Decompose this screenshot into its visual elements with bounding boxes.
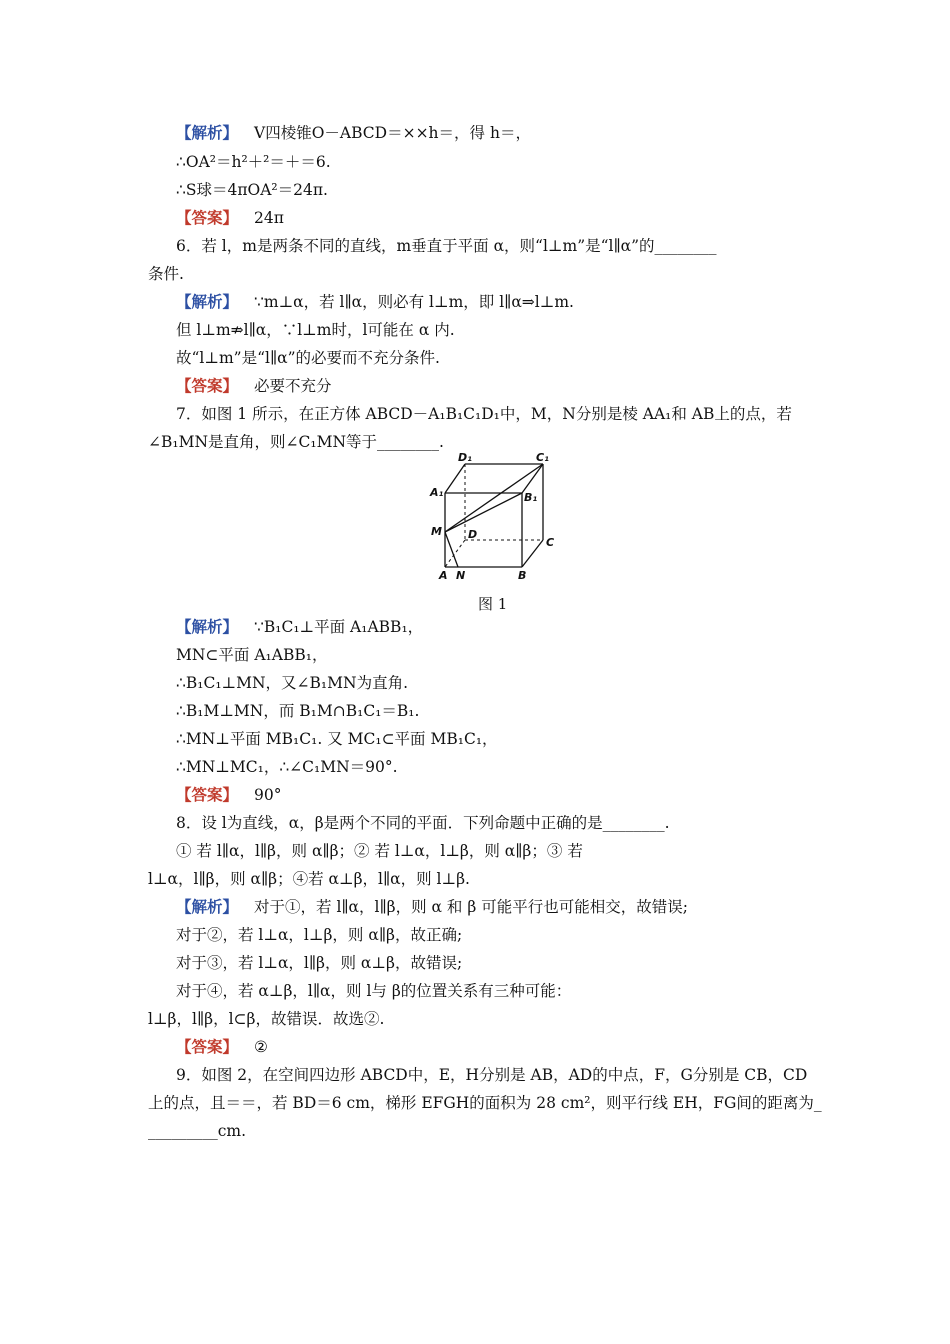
line-text: 但 l⊥m⇏l∥α，∵l⊥m时，l可能在 α 内.: [176, 321, 455, 339]
solution-line: [176, 180, 328, 200]
line-text: 对于①，若 l∥α，l∥β，则 α 和 β 可能平行也可能相交，故错误;: [254, 898, 688, 916]
question-line: [176, 404, 792, 424]
segment-MB1: [445, 493, 522, 532]
analysis-tag: 【解析】: [176, 897, 239, 916]
line-text: ∴MN⊥平面 MB₁C₁. 又 MC₁⊂平面 MB₁C₁，: [176, 730, 498, 748]
solution-line: [176, 701, 419, 721]
line-text: ∵B₁C₁⊥平面 A₁ABB₁，: [254, 618, 424, 636]
label-B1: B₁: [524, 491, 538, 504]
cube-edge: [445, 464, 465, 493]
solution-line: [176, 645, 327, 665]
label-D1: D₁: [458, 452, 472, 464]
line-text: ∴S球＝4πOA²＝24π.: [176, 181, 328, 199]
answer-line: [176, 785, 282, 805]
answer-tag: 【答案】: [176, 208, 239, 227]
cube-edge: [522, 464, 543, 493]
line-text: 9．如图 2，在空间四边形 ABCD中，E，H分别是 AB，AD的中点，F，G分别是 CB，CD: [176, 1066, 808, 1084]
answer-line: [176, 208, 284, 228]
line-text: V四棱锥O－ABCD＝××h＝，得 h＝，: [254, 124, 531, 142]
answer-tag: 【答案】: [176, 376, 239, 395]
label-A1: A₁: [430, 486, 444, 499]
analysis-tag: 【解析】: [176, 617, 239, 636]
label-B: B: [518, 569, 527, 582]
analysis-tag: 【解析】: [176, 123, 239, 142]
solution-line: [176, 617, 423, 637]
label-C1: C₁: [536, 452, 549, 464]
solution-line: [176, 757, 398, 777]
line-text: 必要不充分: [254, 377, 332, 395]
question-line: [176, 813, 670, 833]
question-line: [148, 1093, 822, 1113]
question-line: [176, 1065, 807, 1085]
line-text: 条件.: [148, 265, 184, 283]
analysis-tag: 【解析】: [176, 292, 239, 311]
line-text: ∴B₁M⊥MN，而 B₁M∩B₁C₁＝B₁.: [176, 702, 420, 720]
line-text: ∵m⊥α，若 l∥α，则必有 l⊥m，即 l∥α⇒l⊥m.: [254, 293, 574, 311]
line-text: 7．如图 1 所示，在正方体 ABCD－A₁B₁C₁D₁中，M，N分别是棱 AA₁和 AB上的点，若: [176, 405, 792, 423]
label-C: C: [546, 536, 555, 549]
hidden-edge: [445, 540, 465, 567]
solution-line: [176, 152, 331, 172]
answer-line: [176, 1037, 268, 1057]
label-M: M: [431, 525, 442, 538]
label-N: N: [456, 569, 466, 582]
solution-line: [176, 925, 462, 945]
line-text: 90°: [254, 786, 282, 804]
line-text: l⊥α，l∥β，则 α∥β；④若 α⊥β，l∥α，则 l⊥β.: [148, 870, 470, 888]
question-line: [176, 236, 717, 256]
question-line: [148, 264, 184, 284]
line-text: MN⊂平面 A₁ABB₁，: [176, 646, 328, 664]
solution-line: [176, 348, 440, 368]
answer-tag: 【答案】: [176, 1037, 239, 1056]
cube-edge: [522, 540, 543, 567]
solution-line: [176, 320, 455, 340]
label-A: A: [439, 569, 448, 582]
solution-line: [176, 897, 688, 917]
solution-line: [176, 673, 408, 693]
line-text: ∠B₁MN是直角，则∠C₁MN等于________.: [148, 433, 444, 451]
question-line: [148, 432, 444, 452]
solution-line: [176, 123, 531, 143]
line-text: ∴MN⊥MC₁，∴∠C₁MN＝90°.: [176, 758, 398, 776]
label-D: D: [468, 528, 478, 541]
line-text: _________cm.: [148, 1122, 247, 1140]
line-text: ∴B₁C₁⊥MN，又∠B₁MN为直角.: [176, 674, 409, 692]
answer-tag: 【答案】: [176, 785, 239, 804]
line-text: ②: [254, 1038, 268, 1056]
line-text: 对于③，若 l⊥α，l∥β，则 α⊥β，故错误;: [176, 954, 463, 972]
line-text: l⊥β，l∥β，l⊂β，故错误．故选②.: [148, 1010, 385, 1028]
line-text: ∴OA²＝h²＋²＝＋＝6.: [176, 153, 331, 171]
solution-line: [176, 953, 462, 973]
solution-line: [176, 981, 571, 1001]
line-text: 对于④，若 α⊥β，l∥α，则 l与 β的位置关系有三种可能：: [176, 982, 572, 1000]
solution-line: [148, 1009, 384, 1029]
line-text: 故“l⊥m”是“l∥α”的必要而不充分条件.: [176, 349, 440, 367]
segment-MN: [445, 532, 458, 567]
solution-line: [176, 292, 574, 312]
line-text: 对于②，若 l⊥α，l⊥β，则 α∥β，故正确;: [176, 926, 463, 944]
line-text: 上的点，且＝＝，若 BD＝6 cm，梯形 EFGH的面积为 28 cm²，则平行线 EH，FG间的距离为_: [148, 1094, 822, 1112]
question-line: [176, 841, 583, 861]
answer-line: [176, 376, 332, 396]
cube-figure: [425, 452, 560, 584]
line-text: 8．设 l为直线，α，β是两个不同的平面．下列命题中正确的是________.: [176, 814, 670, 832]
figure-caption: 图 1: [478, 595, 508, 613]
question-line: [148, 1121, 246, 1141]
line-text: 6．若 l，m是两条不同的直线，m垂直于平面 α，则“l⊥m”是“l∥α”的________: [176, 237, 717, 255]
line-text: 24π: [254, 209, 284, 227]
line-text: ① 若 l∥α，l∥β，则 α∥β；② 若 l⊥α，l⊥β，则 α∥β；③ 若: [176, 842, 583, 860]
solution-line: [176, 729, 498, 749]
question-line: [148, 869, 470, 889]
